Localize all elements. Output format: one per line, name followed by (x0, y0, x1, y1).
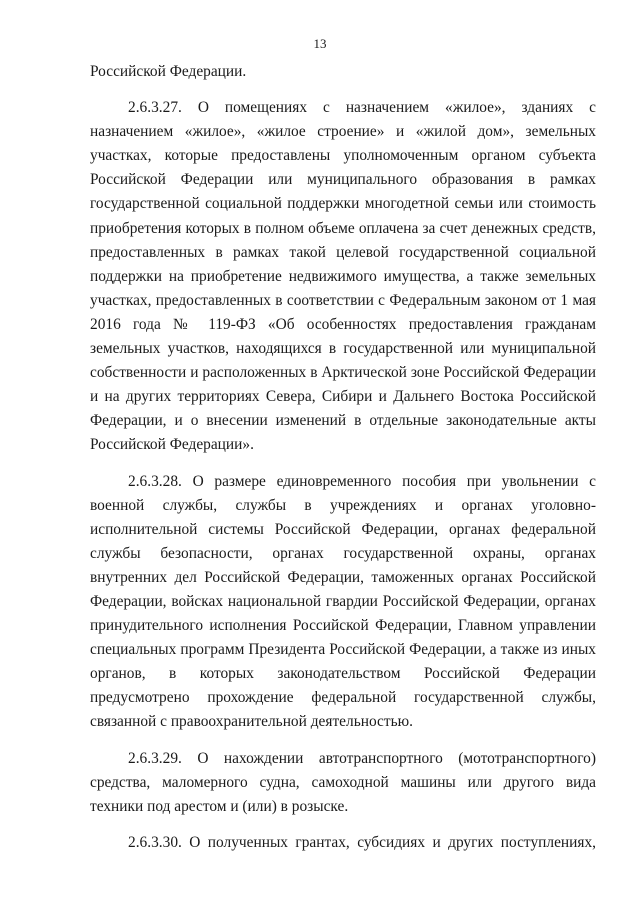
document-body (90, 60, 596, 855)
paragraph-2-6-3-27: 2.6.3.27. О помещениях с назначением «жилое», зданиях с назначением «жилое», «жилое строение» и «жилой дом», земельных участках, которые предоставлены уполномоченным органом субъекта Российской Федерации или муниципального образования в рамках государственной социальной поддержки многодетной семьи или стоимость приобретения которых в полном объеме оплачена за счет денежных средств, предоставленных в рамках такой целевой государственной социальной поддержки на приобретение недвижимого имущества, а также земельных участках, предоставленных в соответствии с Федеральным законом от 1 мая 2016 года № 119-ФЗ «Об особенностях предоставления гражданам земельных участков, находящихся в государственной или муниципальной собственности и расположенных в Арктической зоне Российской Федерации и на других территориях Севера, Сибири и Дальнего Востока Российской Федерации, и о внесении изменений в отдельные законодательные акты Российской Федерации». (90, 99, 596, 454)
paragraph-continuation: Российской Федерации. (90, 63, 247, 80)
paragraph-2-6-3-30: 2.6.3.30. О полученных грантах, субсидиях и других поступлениях, (128, 833, 596, 851)
paragraph-2-6-3-28: 2.6.3.28. О размере единовременного пособия при увольнении с военной службы, службы в учреждениях и органах уголовно-исполнительной системы Российской Федерации, органах федеральной службы безопасности, органах государственной охраны, органах внутренних дел Российской Федерации, таможенных органах Российской Федерации, войсках национальной гвардии Российской Федерации, органах принудительного исполнения Российской Федерации, Главном управлении специальных программ Президента Российской Федерации, а также из иных органов, в которых законодательством Российской Федерации предусмотрено прохождение федеральной государственной службы, связанной с правоохранительной деятельностью. (90, 472, 596, 731)
paragraph-2-6-3-29: 2.6.3.29. О нахождении автотранспортного (мототранспортного) средства, маломерного судна, самоходной машины или другого вида техники под арестом и (или) в розыске. (90, 749, 596, 815)
page-number: 13 (313, 36, 327, 51)
